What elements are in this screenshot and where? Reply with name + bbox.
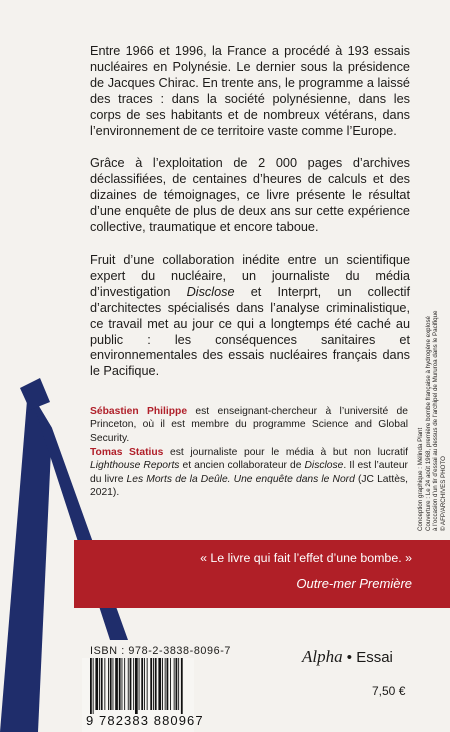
barcode-bar [155, 658, 157, 710]
publisher-name: Alpha [302, 647, 343, 666]
barcode-bar [158, 658, 161, 710]
letter-a-apex [20, 378, 50, 410]
author-bio-2-italic-3: Les Morts de la Deûle. Une enquête dans le Nord [126, 473, 355, 485]
barcode-bar [167, 658, 169, 710]
barcode-bar [119, 658, 121, 710]
author-bio-1 [90, 405, 408, 445]
barcode-bar [95, 658, 98, 710]
collection-name: Essai [356, 649, 393, 666]
quote-source: Outre-mer Première [296, 576, 412, 591]
author-bio-2-text-3: . Il est l’auteur du livre [90, 460, 408, 485]
credit-line-2: Couverture : Le 24 août 1968, première bombe française à hydrogène explosé [424, 316, 432, 531]
barcode-bar [139, 658, 140, 710]
barcode-bar [113, 658, 114, 710]
publisher-mark [302, 647, 393, 667]
barcode-bar [181, 658, 183, 714]
barcode-bar [104, 658, 105, 710]
author-bio-2-text-4: (JC Lattès, 2021). [90, 473, 408, 499]
barcode-bar [90, 658, 92, 714]
barcode-bar [93, 658, 94, 714]
barcode-bar [133, 658, 134, 710]
barcode-bar [165, 658, 166, 710]
summary-paragraph-3 [90, 253, 410, 380]
barcode [90, 658, 202, 714]
barcode-bar [170, 658, 171, 710]
barcode-bar [130, 658, 132, 710]
credit-line-1: Conception graphique : Mélinda Plant [417, 427, 424, 531]
author-bio-1-text: est enseignant-chercheur à l’université de Princeton, où il est membre du programme Science and Global Security. [90, 406, 408, 444]
barcode-digits: 9 782383 880967 [86, 713, 204, 728]
barcode-bar [174, 658, 175, 710]
barcode-bar [176, 658, 178, 710]
barcode-bar [115, 658, 118, 710]
barcode-bar [150, 658, 152, 710]
author-bio-2-text-2: et ancien collaborateur de [179, 460, 305, 472]
barcode-bar [144, 658, 145, 710]
press-quote: « Le livre qui fait l’effet d’une bombe. » [200, 551, 412, 565]
author-bio-2-italic-1: Lighthouse Reports [90, 460, 180, 472]
barcode-bar [124, 658, 125, 710]
barcode-bar [153, 658, 154, 710]
author-bio-2-text-1: est journaliste pour le média à but non lucratif [163, 447, 408, 458]
barcode-bar [99, 658, 100, 710]
isbn-label: ISBN : 978-2-3838-8096-7 [90, 645, 232, 657]
barcode-bar [122, 658, 123, 710]
barcode-bar [178, 658, 179, 710]
cover-credits [417, 310, 450, 531]
barcode-bar [162, 658, 163, 710]
barcode-bar [128, 658, 129, 710]
barcode-bar [110, 658, 112, 710]
credit-line-3: à l’occasion d’un tir d’essai au dessus de l’archipel de Mururoa dans le Pacifique [432, 310, 440, 531]
credit-line-4: © AFP/ARCHIVES PHOTO [439, 456, 447, 531]
author-bio-2 [90, 446, 408, 500]
paragraph-3-text-a: Fruit d’une collaboration inédite entre un scientifique expert du nucléaire, un journaliste du média d’investigation [90, 253, 410, 299]
paragraph-3-italic: Disclose [186, 284, 235, 299]
publisher-separator: • [342, 649, 357, 666]
barcode-bar [101, 658, 103, 710]
letter-a-left-stroke [0, 388, 52, 732]
author-bio-2-italic-2: Disclose [304, 460, 344, 472]
barcode-bar [108, 658, 109, 710]
author-name-1: Sébastien Philippe [90, 406, 188, 417]
price: 7,50 € [372, 684, 406, 698]
barcode-bar [141, 658, 143, 710]
paragraph-3-text-b: et Interprt, un collectif d’architectes spécialisés dans l’analyse criminalistique, ce travail met au jour ce qui a longtemps été caché au public : les conséquences sanitaires et environnementales des essais nucléaires français dans le Pacifique. [90, 284, 410, 379]
author-name-2: Tomas Statius [90, 447, 164, 458]
summary-paragraph-2: Grâce à l’exploitation de 2 000 pages d’archives déclassifiées, de centaines d’heures de calculs et des dizaines de témoignages, ce livre présente le résultat d’une enquête de plus de deux ans sur cette expérience collective, traumatique et encore taboue. [90, 156, 410, 234]
summary-paragraph-1: Entre 1966 et 1996, la France a procédé à 193 essais nucléaires en Polynésie. Le dernier sous la présidence de Jacques Chirac. En trente ans, le programme a laissé des traces : dans la société polynésienne, dans les corps de ses habitants et de nombreux vétérans, dans l’environnement de ce territoire vaste comme l’Europe. [90, 44, 410, 138]
barcode-bar [135, 658, 138, 714]
barcode-bar [147, 658, 148, 710]
